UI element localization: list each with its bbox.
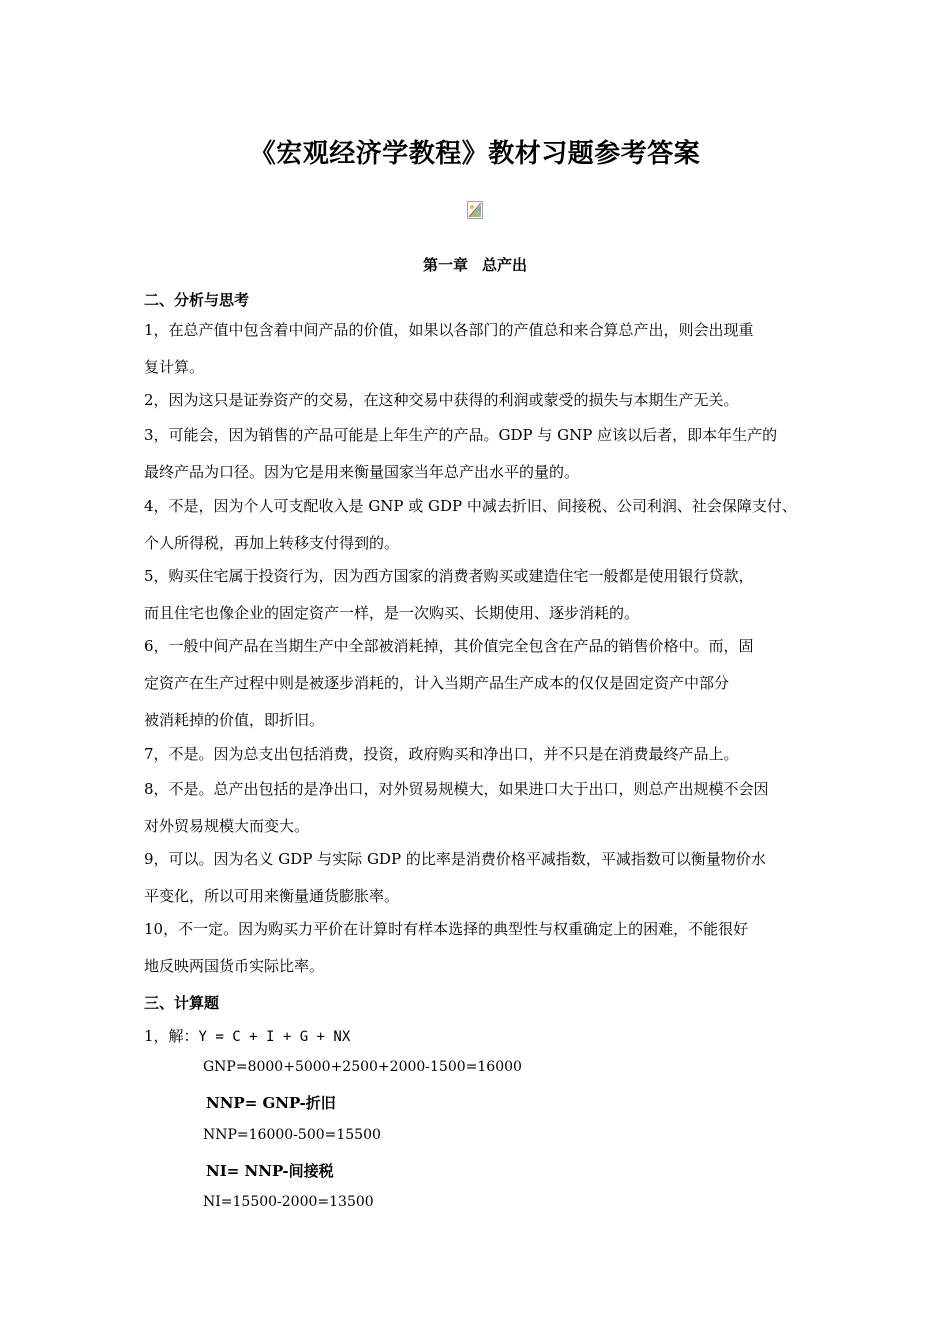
answer-line: 2，因为这只是证券资产的交易，在这种交易中获得的利润或蒙受的损失与本期生产无关。 — [144, 391, 739, 409]
answer-line: 平变化，所以可用来衡量通货膨胀率。 — [144, 887, 400, 905]
answer-line: 对外贸易规模大而变大。 — [144, 817, 310, 835]
answer-8 — [144, 771, 808, 845]
answer-1 — [144, 312, 808, 386]
answer-line: 复计算。 — [144, 358, 205, 376]
section-heading-calculation: 三、计算题 — [144, 994, 220, 1012]
answer-4 — [144, 488, 808, 562]
answer-line: 最终产品为口径。因为它是用来衡量国家当年总产出水平的量的。 — [144, 463, 580, 481]
answer-3 — [144, 417, 808, 491]
answer-6 — [144, 628, 808, 739]
answer-line: 3，可能会，因为销售的产品可能是上年生产的产品。GDP 与 GNP 应该以后者，即本年生产的 — [144, 426, 778, 444]
calc-1-formula — [144, 1025, 350, 1046]
answer-line: 被消耗掉的价值，即折旧。 — [144, 711, 325, 729]
answer-9 — [144, 841, 808, 915]
chapter-name: 总产出 — [482, 256, 528, 274]
answer-5 — [144, 558, 808, 632]
answer-line: 地反映两国货币实际比率。 — [144, 957, 325, 975]
answer-2 — [144, 382, 808, 419]
answer-line: 1，在总产值中包含着中间产品的价值，如果以各部门的产值总和来合算总产出，则会出现重 — [144, 321, 754, 339]
calc-nnp-formula: NNP= GNP-折旧 — [206, 1094, 336, 1112]
calc-ni-formula: NI= NNP-间接税 — [206, 1162, 334, 1180]
answer-7 — [144, 736, 808, 773]
answer-line: 个人所得税，再加上转移支付得到的。 — [144, 534, 400, 552]
calc-nnp: NNP=16000-500=15500 — [203, 1127, 381, 1143]
chapter-number: 第一章 — [422, 256, 468, 274]
answer-line: 8，不是。总产出包括的是净出口，对外贸易规模大，如果进口大于出口，则总产出规模不会因 — [144, 780, 769, 798]
answer-line: 9，可以。因为名义 GDP 与实际 GDP 的比率是消费价格平减指数，平减指数可以衡量物价水 — [144, 850, 766, 868]
answer-10 — [144, 911, 808, 985]
section-heading-analysis: 二、分析与思考 — [144, 291, 250, 309]
answer-line: 而且住宅也像企业的固定资产一样，是一次购买、长期使用、逐步消耗的。 — [144, 604, 640, 622]
answer-line: 5，购买住宅属于投资行为，因为西方国家的消费者购买或建造住宅一般都是使用银行贷款， — [144, 567, 754, 585]
broken-image-icon — [467, 201, 483, 219]
answer-line: 定资产在生产过程中则是被逐步消耗的，计入当期产品生产成本的仅仅是固定资产中部分 — [144, 674, 730, 692]
calc-ni: NI=15500-2000=13500 — [203, 1194, 374, 1210]
calc-prefix: 1，解： — [144, 1027, 199, 1045]
document-title: 《宏观经济学教程》教材习题参考答案 — [249, 139, 701, 169]
chapter-title — [0, 254, 950, 275]
answer-line: 10，不一定。因为购买力平价在计算时有样本选择的典型性与权重确定上的困难，不能很好 — [144, 920, 749, 938]
answer-line: 4，不是，因为个人可支配收入是 GNP 或 GDP 中减去折旧、间接税、公司利润、社会保障支付、 — [144, 497, 797, 515]
calc-gnp: GNP=8000+5000+2500+2000-1500=16000 — [203, 1059, 522, 1075]
calc-formula: Y = C + I + G + NX — [198, 1029, 351, 1045]
answer-line: 6，一般中间产品在当期生产中全部被消耗掉，其价值完全包含在产品的销售价格中。而，固 — [144, 637, 754, 655]
answer-line: 7，不是。因为总支出包括消费，投资，政府购买和净出口，并不只是在消费最终产品上。 — [144, 745, 739, 763]
